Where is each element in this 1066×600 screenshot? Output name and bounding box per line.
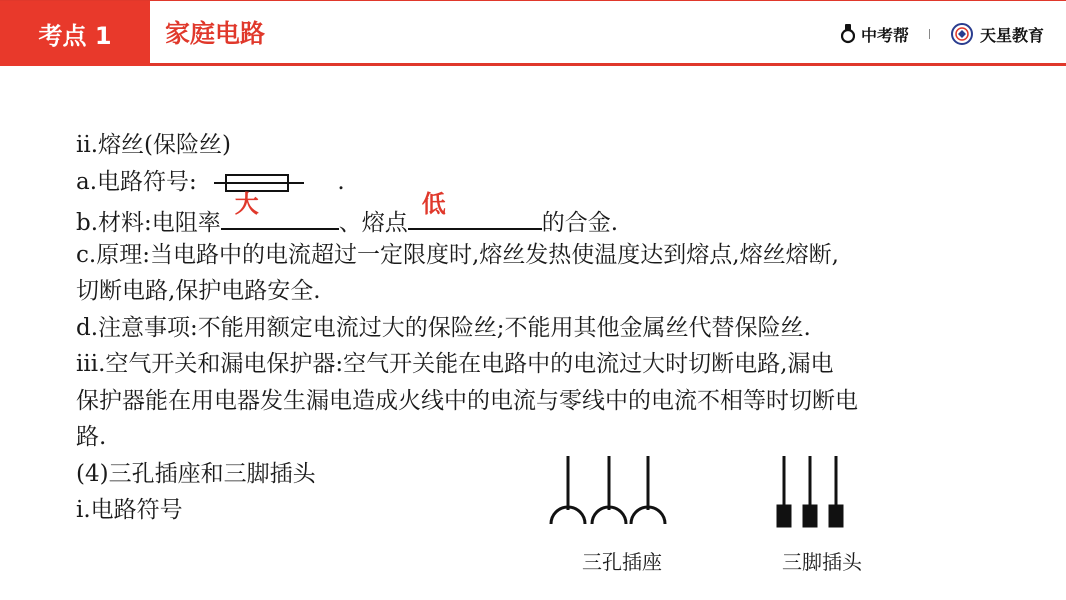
material-prefix: b.材料:电阻率 <box>76 210 221 236</box>
socket-label: 三孔插座 <box>582 550 662 574</box>
melting-point-blank <box>408 190 542 230</box>
line-fuse-heading: ⅱ.熔丝(保险丝) <box>76 132 231 158</box>
line-breaker-cont: 保护器能在用电器发生漏电造成火线中的电流与零线中的电流不相等时切断电 <box>76 387 858 414</box>
brand-divider <box>929 29 930 39</box>
line-principle: c.原理:当电路中的电流超过一定限度时,熔丝发热使温度达到熔点,熔丝熔断, <box>76 241 839 268</box>
line-breaker-end: 路. <box>76 424 107 450</box>
melting-point-answer: 低 <box>421 190 446 218</box>
line-socket-symbol: ⅰ.电路符号 <box>76 497 183 523</box>
line-principle-cont: 切断电路,保护电路安全. <box>76 278 321 304</box>
resistivity-blank <box>221 190 339 230</box>
brand-area <box>841 19 1044 49</box>
line-material <box>76 190 996 237</box>
line-notes: d.注意事项:不能用额定电流过大的保险丝;不能用其他金属丝代替保险丝. <box>76 314 811 341</box>
material-mid: 、熔点 <box>338 210 408 236</box>
circuit-symbol-period: . <box>337 168 345 195</box>
topic-tag: 考点 1 <box>0 1 150 66</box>
line-breaker: ⅲ.空气开关和漏电保护器:空气开关能在电路中的电流过大时切断电路,漏电 <box>76 351 834 377</box>
content-body <box>76 127 996 529</box>
material-suffix: 的合金. <box>541 210 619 236</box>
three-hole-socket-symbol-icon <box>548 452 668 532</box>
brand-tianxing: 天星教育 <box>979 25 1044 45</box>
fuse-symbol-icon <box>214 172 304 194</box>
line-socket-heading: (4)三孔插座和三脚插头 <box>76 460 316 487</box>
plug-label: 三脚插头 <box>782 550 862 574</box>
circuit-symbol-label: a.电路符号: <box>76 168 197 195</box>
line-circuit-symbol <box>76 164 996 201</box>
three-pin-plug-symbol-icon <box>772 452 852 532</box>
header-bar <box>0 0 1066 66</box>
page-title: 家庭电路 <box>165 19 266 48</box>
brand-zhongkaobang: 中考帮 <box>860 25 909 45</box>
tianxing-logo-icon <box>950 22 974 46</box>
resistivity-answer: 大 <box>234 190 259 218</box>
bulb-logo-icon <box>841 23 855 45</box>
